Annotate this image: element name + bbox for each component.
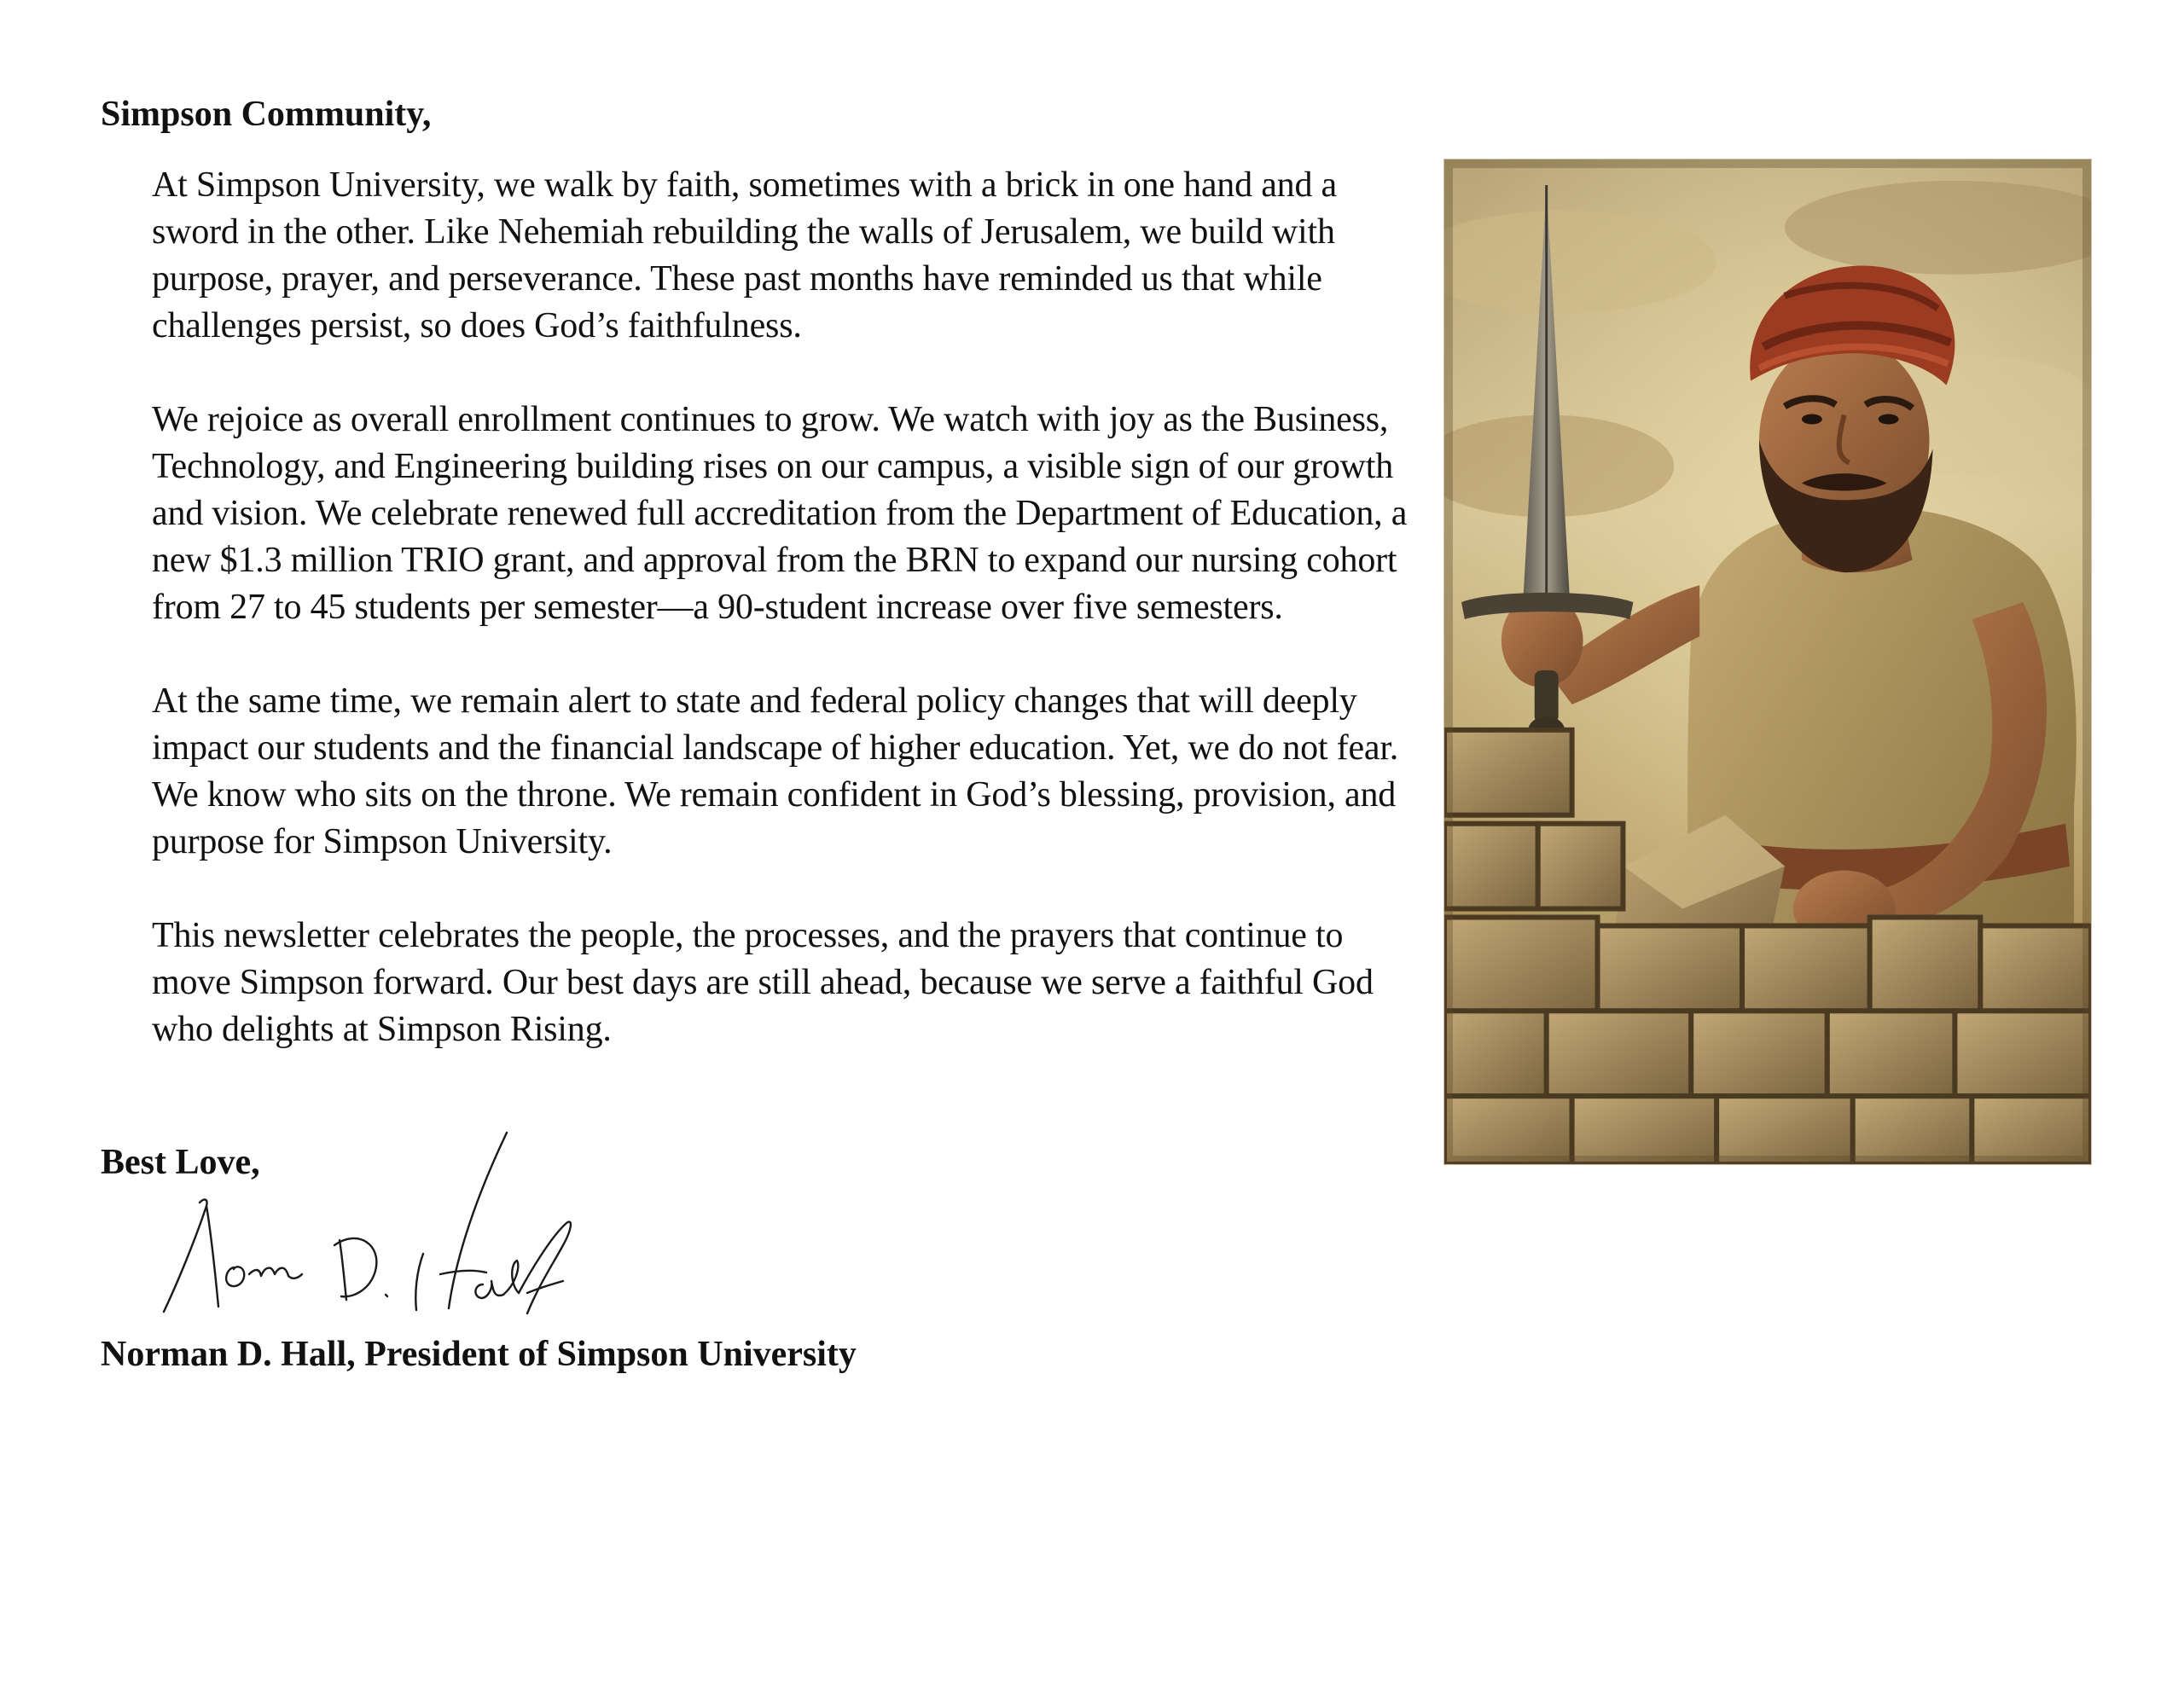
paragraph-1: At Simpson University, we walk by faith, sometimes with a brick in one hand and a sword in the other. Like Nehemiah rebuilding the walls of Jerusalem, we build with purpose, prayer, and perseverance. These past months have reminded us that while challenges persist, so does God’s faithfulness. <box>152 165 1337 345</box>
letter-body <box>152 162 1423 1100</box>
signer-name: Norman D. Hall, President of Simpson University <box>101 1335 857 1374</box>
salutation: Simpson Community, <box>101 95 432 134</box>
handwritten-signature <box>145 1117 674 1322</box>
paragraph-2: We rejoice as overall enrollment continues to grow. We watch with joy as the Business, Technology, and Engineering building rises on our campus, a visible sign of our growth and vision. We celebrate renewed full accreditation from the Department of Education, a new $1.3 million TRIO grant, and approval from the BRN to expand our nursing cohort from 27 to 45 students per semester—a 90-student increase over five semesters. <box>152 400 1408 627</box>
nehemiah-painting <box>1443 159 2092 1165</box>
paragraph-4: This newsletter celebrates the people, the processes, and the prayers that continue to move Simpson forward. Our best days are still ahead, because we serve a faithful God who delights at Simpson Rising. <box>152 916 1374 1049</box>
paragraph-3: At the same time, we remain alert to state and federal policy changes that will deeply impact our students and the financial landscape of higher education. Yet, we do not fear. We know who sits on the throne. We remain confident in God’s blessing, provision, and purpose for Simpson University. <box>152 681 1399 861</box>
closing: Best Love, <box>101 1143 260 1182</box>
